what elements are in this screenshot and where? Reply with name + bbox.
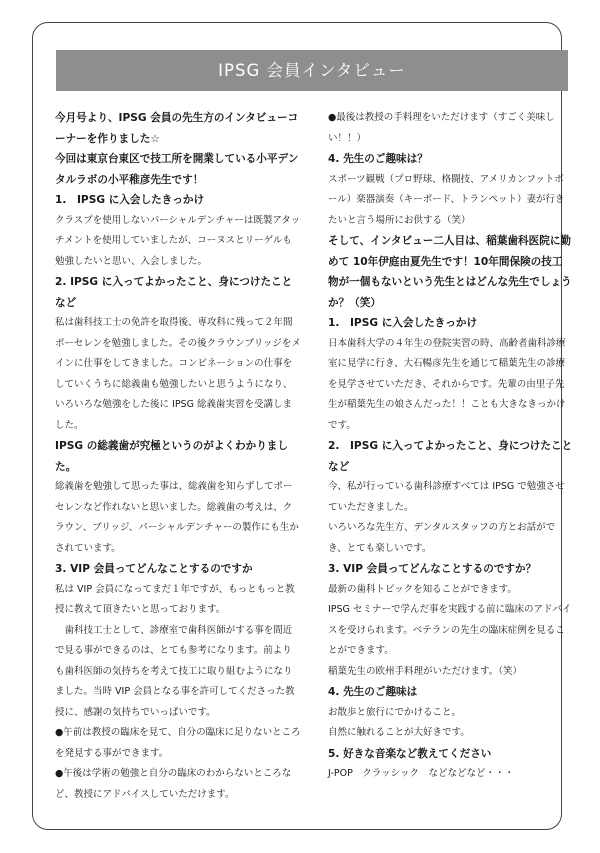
paragraph: 最新の歯科トピックを知ることができます。 xyxy=(328,583,517,595)
paragraph: お散歩と旅行にでかけること。 xyxy=(328,706,462,718)
left-column xyxy=(55,108,301,805)
section-heading: 3. VIP 会員ってどんなことするのですか？ xyxy=(328,563,537,575)
right-column xyxy=(328,108,573,785)
paragraph: 今、私が行っている歯科診療すべては IPSG で勉強させていただきました。 xyxy=(328,481,565,513)
section-heading: 2. IPSG に入ってよかったこと、身につけたことなど xyxy=(55,276,293,309)
section-heading: 4. 先生のご趣味は？ xyxy=(328,153,428,165)
paragraph: 自然に触れることが大好きです。 xyxy=(328,727,470,738)
section-heading: 5. 好きな音楽など教えてください xyxy=(328,747,492,760)
bold-paragraph: IPSG の総義歯が究極というのがよくわかりました。 xyxy=(55,440,288,473)
paragraph: ●午前は教授の臨床を見て、自分の臨床に足りないところを発見する事ができます。 xyxy=(55,727,301,759)
bold-paragraph: そして、インタビュー二人目は、稲葉歯科医院に勤めて 10年伊庭由夏先生です！10年間保険の技工物が一個もないという先生とはどんな先生でしょうか？（笑） xyxy=(328,235,572,309)
section-heading: 2. IPSG に入ってよかったこと、身につけたことなど xyxy=(328,440,573,473)
page-title: IPSG 会員インタビュー xyxy=(56,50,568,91)
paragraph: 私は歯科技工士の免許を取得後、専攻科に残って２年間ポーセレンを勉強しました。その後クラウンブリッジをメインに仕事をしてきました。コンビネーションの仕事をしていくうちに総義歯も勉強したいと思うようになり、いろいろな勉強をした後に IPSG 総義歯実習を受講しました。 xyxy=(55,317,301,431)
paragraph: ●午後は学術の勉強と自分の臨床のわからないところなど、教授にアドバイスしていただけます。 xyxy=(55,768,292,800)
section-heading: 4. 先生のご趣味は xyxy=(328,686,418,698)
paragraph: スポーツ観戦（プロ野球、格闘技、アメリカンフットボール）楽器演奏（キーボード、トランペット）妻が行きたいと言う場所にお供する（笑） xyxy=(328,173,565,226)
paragraph: ●最後は教授の手料理をいただけます（すごく美味しい！！） xyxy=(328,112,555,144)
paragraph: 歯科技工士として、診療室で歯科医師がする事を間近で見る事ができるのは、とても参考になります。前よりも歯科医師の気持ちを考えて技工に取り組むようになりました。当時 VIP 会員となる事を許可してくださった教授に、感謝の気持ちでいっぱいです。 xyxy=(55,624,295,718)
section-heading: 3. VIP 会員ってどんなことするのですか xyxy=(55,563,253,575)
paragraph: 総義歯を勉強して思った事は、総義歯を知らずしてポーセレンなど作れないと思いました。総義歯の考えは、クラウン、ブリッジ、パーシャルデンチャーの製作にも生かされています。 xyxy=(55,481,299,554)
paragraph: 日本歯科大学の４年生の登院実習の時、高齢者歯科診療室に見学に行き、大石暢彦先生を通じて稲葉先生の診療を見学させていただき、それからです。先輩の由里子先生が稲葉先生の娘さんだった！！ことも大きなきっかけです。 xyxy=(328,337,566,431)
paragraph: 私は VIP 会員になってまだ１年ですが、もっともっと教授に教えて頂きたいと思っております。 xyxy=(55,583,295,615)
paragraph: いろいろな先生方、デンタルスタッフの方とお話ができ、とても楽しいです。 xyxy=(328,522,556,554)
section-heading: 1. IPSG に入会したきっかけ xyxy=(55,194,205,206)
paragraph: クラスプを使用しないパーシャルデンチャーは既製アタッチメントを使用していましたが、コーヌスとリーゲルも勉強したいと思い、入会しました。 xyxy=(55,214,301,267)
paragraph: IPSG セミナーで学んだ事を実践する前に臨床のアドバイスを受けられます。ベテランの先生の臨床症例を見ることができます。 xyxy=(328,604,572,656)
paragraph: J-POP クラッシック などなどなど・・・ xyxy=(328,768,514,779)
section-heading: 1. IPSG に入会したきっかけ xyxy=(328,317,478,329)
bold-paragraph: 今月号より、IPSG 会員の先生方のインタビューコーナーを作りました☆ xyxy=(55,112,299,145)
bold-paragraph: 今回は東京台東区で技工所を開業している小平デンタルラボの小平稚彦先生です！ xyxy=(55,153,299,186)
paragraph: 稲葉先生の欧州手料理がいただけます。（笑） xyxy=(328,665,522,677)
